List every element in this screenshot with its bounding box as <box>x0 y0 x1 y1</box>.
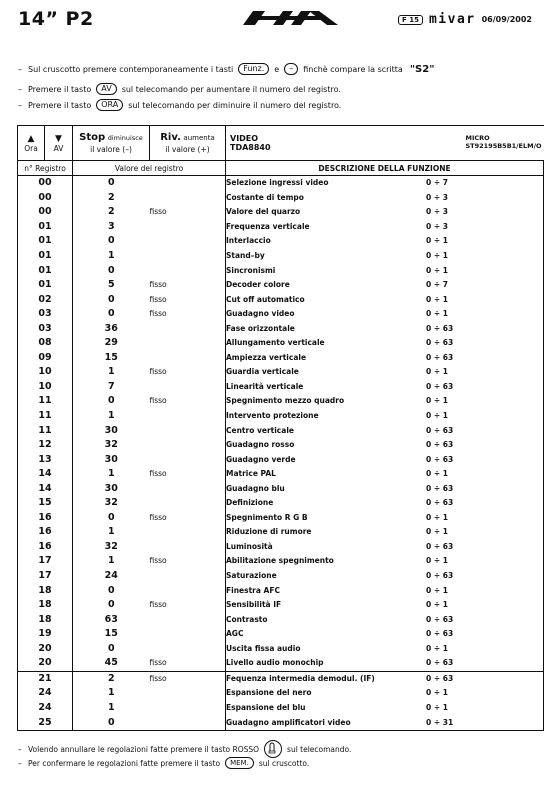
function-description: Guadagno rosso <box>226 440 295 450</box>
register-value: 3 <box>107 220 115 232</box>
value-range: 0 ÷ 1 <box>426 511 544 526</box>
register-value: 1 <box>107 410 115 422</box>
function-description: Selezione ingressi video <box>226 178 329 188</box>
table-row <box>18 656 544 671</box>
function-description: Espansione del blu <box>226 702 306 712</box>
register-value: 36 <box>104 322 118 334</box>
function-description: Riduzione di rumore <box>226 527 312 537</box>
value-range: 0 ÷ 3 <box>426 205 544 220</box>
register-value: 32 <box>104 497 118 509</box>
register-value: 32 <box>104 439 118 451</box>
table-row <box>18 409 544 424</box>
value-range: 0 ÷ 7 <box>426 176 544 191</box>
register-number: 24 <box>18 701 73 716</box>
fixed-flag <box>150 249 226 264</box>
function-description: Centro verticale <box>226 425 294 435</box>
table-row <box>18 627 544 642</box>
fixed-flag <box>150 569 226 584</box>
fixed-flag: fisso <box>150 394 226 409</box>
table-row <box>18 263 544 278</box>
av-column-head: ▼ AV <box>45 126 73 161</box>
fixed-flag: fisso <box>150 205 226 220</box>
register-number: 18 <box>18 598 73 613</box>
table-row <box>18 686 544 701</box>
register-value: 1 <box>107 701 115 713</box>
register-number: 02 <box>18 292 73 307</box>
register-number: 11 <box>18 423 73 438</box>
function-description: Ampiezza verticale <box>226 352 307 362</box>
fixed-flag <box>150 220 226 235</box>
table-header <box>18 126 544 161</box>
arrow-up-icon: ▲ <box>27 133 35 144</box>
value-range: 0 ÷ 63 <box>426 321 544 336</box>
table-row <box>18 715 544 730</box>
register-number: 00 <box>18 205 73 220</box>
ora-key: ORA <box>96 99 123 111</box>
function-description: Guadagno verde <box>226 454 296 464</box>
register-number: 10 <box>18 380 73 395</box>
register-value: 0 <box>107 293 115 305</box>
video-label: VIDEO <box>230 134 259 143</box>
fixed-flag: fisso <box>150 598 226 613</box>
header-meta <box>398 12 532 27</box>
function-description: Frequenza verticale <box>226 221 310 231</box>
function-description: Fase orizzontale <box>226 323 295 333</box>
fixed-flag <box>150 423 226 438</box>
value-range: 0 ÷ 63 <box>426 452 544 467</box>
function-description: Guardia verticale <box>226 367 299 377</box>
chip-info <box>226 126 544 161</box>
mem-key: MEM. <box>225 757 254 769</box>
value-range: 0 ÷ 1 <box>426 394 544 409</box>
register-number: 17 <box>18 569 73 584</box>
table-row <box>18 307 544 322</box>
fixed-flag <box>150 715 226 730</box>
document-date: 06/09/2002 <box>481 15 532 24</box>
function-description: Guadagno video <box>226 309 295 319</box>
register-value: 0 <box>107 308 115 320</box>
register-number: 14 <box>18 481 73 496</box>
table-row <box>18 467 544 482</box>
table-row <box>18 540 544 555</box>
value-range: 0 ÷ 63 <box>426 438 544 453</box>
table-row <box>18 365 544 380</box>
register-value: 0 <box>107 395 115 407</box>
register-number: 20 <box>18 642 73 657</box>
brand-name: mivar <box>428 12 476 27</box>
register-number: 16 <box>18 511 73 526</box>
value-range: 0 ÷ 63 <box>426 569 544 584</box>
table-row <box>18 612 544 627</box>
function-description: AGC <box>226 629 244 639</box>
function-description: Contrasto <box>226 614 268 624</box>
funz-key: Funz. <box>238 63 269 75</box>
register-number: 01 <box>18 234 73 249</box>
col-valore: Valore del registro <box>73 161 226 176</box>
fixed-flag <box>150 438 226 453</box>
instruction-1: – Sul cruscotto premere contemporaneamente i tasti Funz. e – finchè compare la scritta "S2" <box>18 63 435 75</box>
riv-column-head: Riv. aumenta il valore (+) <box>150 126 226 161</box>
fixed-flag <box>150 540 226 555</box>
table-row <box>18 249 544 264</box>
value-range: 0 ÷ 3 <box>426 220 544 235</box>
value-range: 0 ÷ 7 <box>426 278 544 293</box>
register-number: 01 <box>18 263 73 278</box>
fixed-flag <box>150 409 226 424</box>
fixed-flag <box>150 525 226 540</box>
function-description: Espansione del nero <box>226 688 312 698</box>
value-range: 0 ÷ 63 <box>426 612 544 627</box>
value-range: 0 ÷ 63 <box>426 481 544 496</box>
table-row <box>18 292 544 307</box>
fixed-flag <box>150 612 226 627</box>
page-title: 14” P2 <box>18 8 94 30</box>
register-number: 12 <box>18 438 73 453</box>
table-row <box>18 583 544 598</box>
table-row <box>18 642 544 657</box>
table-row <box>18 701 544 716</box>
value-range: 0 ÷ 63 <box>426 671 544 686</box>
register-value: 5 <box>107 279 115 291</box>
register-value: 1 <box>107 687 115 699</box>
register-number: 03 <box>18 307 73 322</box>
table-row <box>18 438 544 453</box>
register-value: 0 <box>107 511 115 523</box>
table-row <box>18 176 544 191</box>
register-value: 0 <box>107 264 115 276</box>
register-number: 20 <box>18 656 73 671</box>
function-description: Stand–by <box>226 251 265 260</box>
fixed-flag <box>150 452 226 467</box>
micro-chip: ST92195B5B1/ELM/O <box>465 142 542 150</box>
fixed-flag <box>150 642 226 657</box>
fixed-flag <box>150 481 226 496</box>
register-number: 24 <box>18 686 73 701</box>
register-value: 1 <box>107 468 115 480</box>
fixed-flag: fisso <box>150 365 226 380</box>
footer-note-1: – Volendo annullare le regolazioni fatte premere il tasto ROSSO sul telecomando. <box>18 740 351 758</box>
fixed-flag <box>150 496 226 511</box>
register-number: 18 <box>18 612 73 627</box>
function-description: Spegnimento mezzo quadro <box>226 396 345 406</box>
register-number: 25 <box>18 715 73 730</box>
table-row <box>18 336 544 351</box>
fixed-flag <box>150 234 226 249</box>
function-description: Saturazione <box>226 571 277 581</box>
fixed-flag: fisso <box>150 278 226 293</box>
fixed-flag <box>150 627 226 642</box>
function-description: Valore del quarzo <box>226 207 301 217</box>
fixed-flag: fisso <box>150 671 226 686</box>
value-range: 0 ÷ 1 <box>426 409 544 424</box>
table-row <box>18 423 544 438</box>
function-description: Matrice PAL <box>226 469 276 479</box>
table-row <box>18 481 544 496</box>
col-registro: n° Registro <box>18 161 73 176</box>
register-number: 11 <box>18 409 73 424</box>
table-row <box>18 394 544 409</box>
register-number: 19 <box>18 627 73 642</box>
target-code: "S2" <box>409 63 435 75</box>
micro-label: MICRO <box>465 134 490 142</box>
fixed-flag <box>150 380 226 395</box>
value-range: 0 ÷ 1 <box>426 686 544 701</box>
fixed-flag <box>150 351 226 366</box>
register-number: 00 <box>18 176 73 191</box>
value-range: 0 ÷ 1 <box>426 598 544 613</box>
register-value: 0 <box>107 599 115 611</box>
register-table <box>17 125 544 734</box>
function-description: Finestra AFC <box>226 585 280 595</box>
register-number: 08 <box>18 336 73 351</box>
table-row <box>18 511 544 526</box>
function-description: Spegnimento R G B <box>226 512 308 522</box>
register-value: 1 <box>107 366 115 378</box>
function-description: Abilitazione spegnimento <box>226 556 334 566</box>
function-description: Livello audio monochip <box>226 658 324 668</box>
register-number: 00 <box>18 191 73 206</box>
table-row <box>18 525 544 540</box>
instruction-3: – Premere il tasto ORA sul telecomando per diminuire il numero del registro. <box>18 100 342 110</box>
fixed-flag <box>150 321 226 336</box>
register-value: 0 <box>107 642 115 654</box>
value-range: 0 ÷ 1 <box>426 234 544 249</box>
fixed-flag: fisso <box>150 511 226 526</box>
function-description: Cut off automatico <box>226 294 305 304</box>
value-range: 0 ÷ 1 <box>426 365 544 380</box>
video-chip: TDA8840 <box>230 143 271 152</box>
value-range: 0 ÷ 63 <box>426 423 544 438</box>
arrow-down-icon: ▼ <box>55 133 62 144</box>
register-number: 16 <box>18 540 73 555</box>
value-range: 0 ÷ 63 <box>426 496 544 511</box>
register-value: 2 <box>73 671 150 686</box>
register-value: 63 <box>104 613 118 625</box>
function-description: Uscita fissa audio <box>226 643 301 653</box>
table-row <box>18 191 544 206</box>
value-range: 0 ÷ 3 <box>426 191 544 206</box>
register-value: 30 <box>104 482 118 494</box>
function-description: Interlaccio <box>226 236 271 246</box>
register-number: 21 <box>18 671 73 686</box>
value-range: 0 ÷ 63 <box>426 627 544 642</box>
register-number: 16 <box>18 525 73 540</box>
table-row <box>18 220 544 235</box>
function-description: Guadagno amplificatori video <box>226 715 427 730</box>
value-range: 0 ÷ 1 <box>426 249 544 264</box>
register-number: 17 <box>18 554 73 569</box>
register-value: 0 <box>73 715 150 730</box>
register-value: 45 <box>104 657 118 669</box>
fixed-flag <box>150 336 226 351</box>
table-row <box>18 380 544 395</box>
function-description: Guadagno blu <box>226 483 285 493</box>
brand-logo-icon <box>243 11 338 25</box>
fixed-flag <box>150 263 226 278</box>
table-row <box>18 569 544 584</box>
fixed-flag <box>150 176 226 191</box>
register-value: 0 <box>107 584 115 596</box>
register-number: 11 <box>18 394 73 409</box>
value-range: 0 ÷ 63 <box>426 336 544 351</box>
col-descrizione: DESCRIZIONE DELLA FUNZIONE <box>226 161 544 176</box>
function-description: Luminosità <box>226 541 273 551</box>
register-value: 1 <box>107 250 115 261</box>
table-row <box>18 598 544 613</box>
register-number: 09 <box>18 351 73 366</box>
fixed-flag: fisso <box>150 307 226 322</box>
value-range: 0 ÷ 1 <box>426 583 544 598</box>
register-value: 15 <box>104 351 118 363</box>
value-range: 0 ÷ 1 <box>426 701 544 716</box>
column-headers <box>18 161 544 176</box>
table-row <box>18 321 544 336</box>
register-value: 30 <box>104 453 118 465</box>
register-number: 01 <box>18 249 73 264</box>
fixed-flag <box>150 701 226 716</box>
table-row <box>18 351 544 366</box>
table-row <box>18 452 544 467</box>
value-range: 0 ÷ 1 <box>426 292 544 307</box>
value-range: 0 ÷ 63 <box>426 380 544 395</box>
register-value: 2 <box>107 191 115 203</box>
value-range: 0 ÷ 1 <box>426 263 544 278</box>
register-number: 01 <box>18 220 73 235</box>
fixed-flag: fisso <box>150 292 226 307</box>
value-range: 0 ÷ 63 <box>426 656 544 671</box>
table-row <box>18 496 544 511</box>
table-row <box>18 205 544 220</box>
function-description: Linearità verticale <box>226 381 304 391</box>
register-number: 18 <box>18 583 73 598</box>
stop-column-head: Stop diminuisce il valore (–) <box>73 126 150 161</box>
register-value: 1 <box>107 526 115 538</box>
red-button-icon <box>264 740 282 758</box>
table-row <box>18 278 544 293</box>
register-number: 10 <box>18 365 73 380</box>
function-description: Sincronismi <box>226 265 276 275</box>
ora-column-head: ▲ Ora <box>18 126 45 161</box>
function-description: Fequenza intermedia demodul. (IF) <box>226 671 427 686</box>
table-row <box>18 671 544 686</box>
value-range: 0 ÷ 1 <box>426 307 544 322</box>
register-number: 15 <box>18 496 73 511</box>
fixed-flag <box>150 686 226 701</box>
register-value: 1 <box>107 555 115 567</box>
register-value: 29 <box>104 337 118 349</box>
value-range: 0 ÷ 1 <box>426 642 544 657</box>
function-description: Definizione <box>226 498 274 508</box>
fixed-flag <box>150 191 226 206</box>
register-value: 30 <box>104 424 118 436</box>
function-description: Allungamento verticale <box>226 338 325 348</box>
function-description: Costante di tempo <box>226 192 304 202</box>
register-value: 15 <box>104 628 118 640</box>
value-range: 0 ÷ 31 <box>426 715 544 730</box>
page-badge: F 15 <box>398 15 423 25</box>
register-number: 14 <box>18 467 73 482</box>
value-range: 0 ÷ 1 <box>426 554 544 569</box>
register-value: 0 <box>107 235 115 247</box>
register-value: 32 <box>104 540 118 552</box>
function-description: Decoder colore <box>226 280 290 290</box>
register-value: 2 <box>107 206 115 218</box>
footer-note-2: – Per confermare le regolazioni fatte premere il tasto MEM. sul cruscotto. <box>18 758 310 768</box>
value-range: 0 ÷ 1 <box>426 467 544 482</box>
minus-key: – <box>284 63 298 75</box>
instruction-2: – Premere il tasto AV sul telecomando per aumentare il numero del registro. <box>18 84 341 94</box>
av-key: AV <box>96 83 116 95</box>
fixed-flag <box>150 583 226 598</box>
register-value: 24 <box>104 570 118 582</box>
fixed-flag: fisso <box>150 656 226 671</box>
register-value: 7 <box>107 380 115 392</box>
function-description: Sensibilità IF <box>226 600 282 610</box>
register-number: 03 <box>18 321 73 336</box>
value-range: 0 ÷ 63 <box>426 351 544 366</box>
register-number: 01 <box>18 278 73 293</box>
register-value: 0 <box>107 177 115 189</box>
value-range: 0 ÷ 1 <box>426 525 544 540</box>
register-number: 13 <box>18 452 73 467</box>
value-range: 0 ÷ 63 <box>426 540 544 555</box>
fixed-flag: fisso <box>150 467 226 482</box>
function-description: Intervento protezione <box>226 411 319 421</box>
table-row <box>18 234 544 249</box>
fixed-flag: fisso <box>150 554 226 569</box>
table-row <box>18 554 544 569</box>
